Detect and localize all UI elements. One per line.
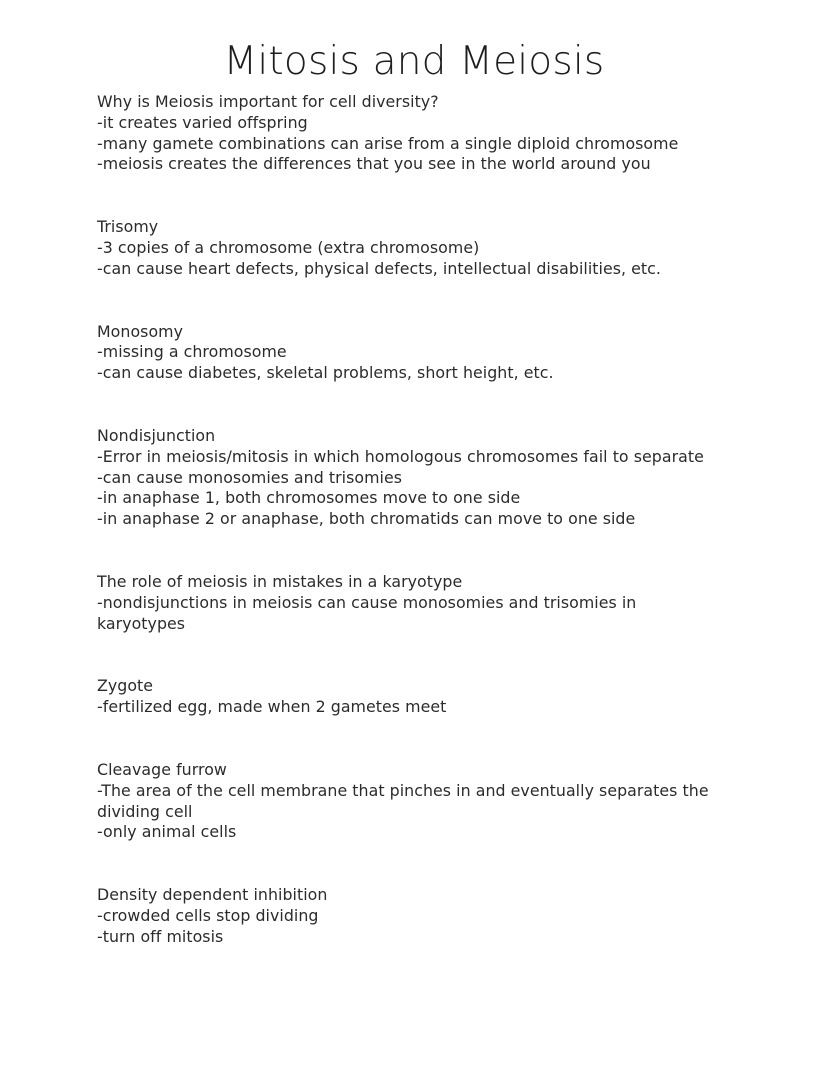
section-heading: Nondisjunction (97, 425, 216, 445)
section-bullet: -can cause heart defects, physical defects, intellectual disabilities, etc. (97, 258, 661, 278)
note-section (97, 322, 727, 384)
note-section (97, 572, 727, 634)
section-bullet: -crowded cells stop dividing (97, 905, 319, 925)
section-bullet: -missing a chromosome (97, 342, 287, 362)
section-bullet: -fertilized egg, made when 2 gametes meet (97, 697, 447, 717)
section-bullet: -only animal cells (97, 822, 237, 842)
note-section (97, 760, 727, 843)
section-bullet: -Error in meiosis/mitosis in which homologous chromosomes fail to separate (97, 446, 704, 466)
note-section (97, 426, 727, 530)
section-bullet: -it creates varied offspring (97, 112, 308, 132)
section-bullet: -can cause monosomies and trisomies (97, 467, 403, 487)
section-bullet: -in anaphase 2 or anaphase, both chromatids can move to one side (97, 509, 636, 529)
section-heading: Trisomy (97, 217, 159, 237)
document-body (97, 92, 727, 948)
page-title: Mitosis and Meiosis (223, 39, 605, 84)
section-heading: Why is Meiosis important for cell diversity? (97, 92, 439, 111)
note-section (97, 885, 727, 947)
section-bullet: -nondisjunctions in meiosis can cause monosomies and trisomies in karyotypes (97, 592, 642, 633)
section-heading: The role of meiosis in mistakes in a karyotype (97, 571, 463, 591)
section-bullet: -3 copies of a chromosome (extra chromosome) (97, 237, 480, 257)
section-bullet: -many gamete combinations can arise from a single diploid chromosome (97, 133, 679, 153)
section-heading: Zygote (97, 676, 154, 696)
section-heading: Cleavage furrow (97, 759, 227, 779)
section-heading: Monosomy (97, 321, 184, 341)
section-bullet: -turn off mitosis (97, 926, 224, 946)
section-heading: Density dependent inhibition (97, 885, 328, 905)
note-section (97, 92, 727, 175)
section-bullet: -meiosis creates the differences that you see in the world around you (97, 154, 651, 174)
section-bullet: -in anaphase 1, both chromosomes move to one side (97, 488, 521, 508)
note-section (97, 217, 727, 279)
section-bullet: -can cause diabetes, skeletal problems, short height, etc. (97, 363, 554, 383)
note-section (97, 676, 727, 718)
section-bullet: -The area of the cell membrane that pinches in and eventually separates the dividing cell (97, 780, 714, 821)
